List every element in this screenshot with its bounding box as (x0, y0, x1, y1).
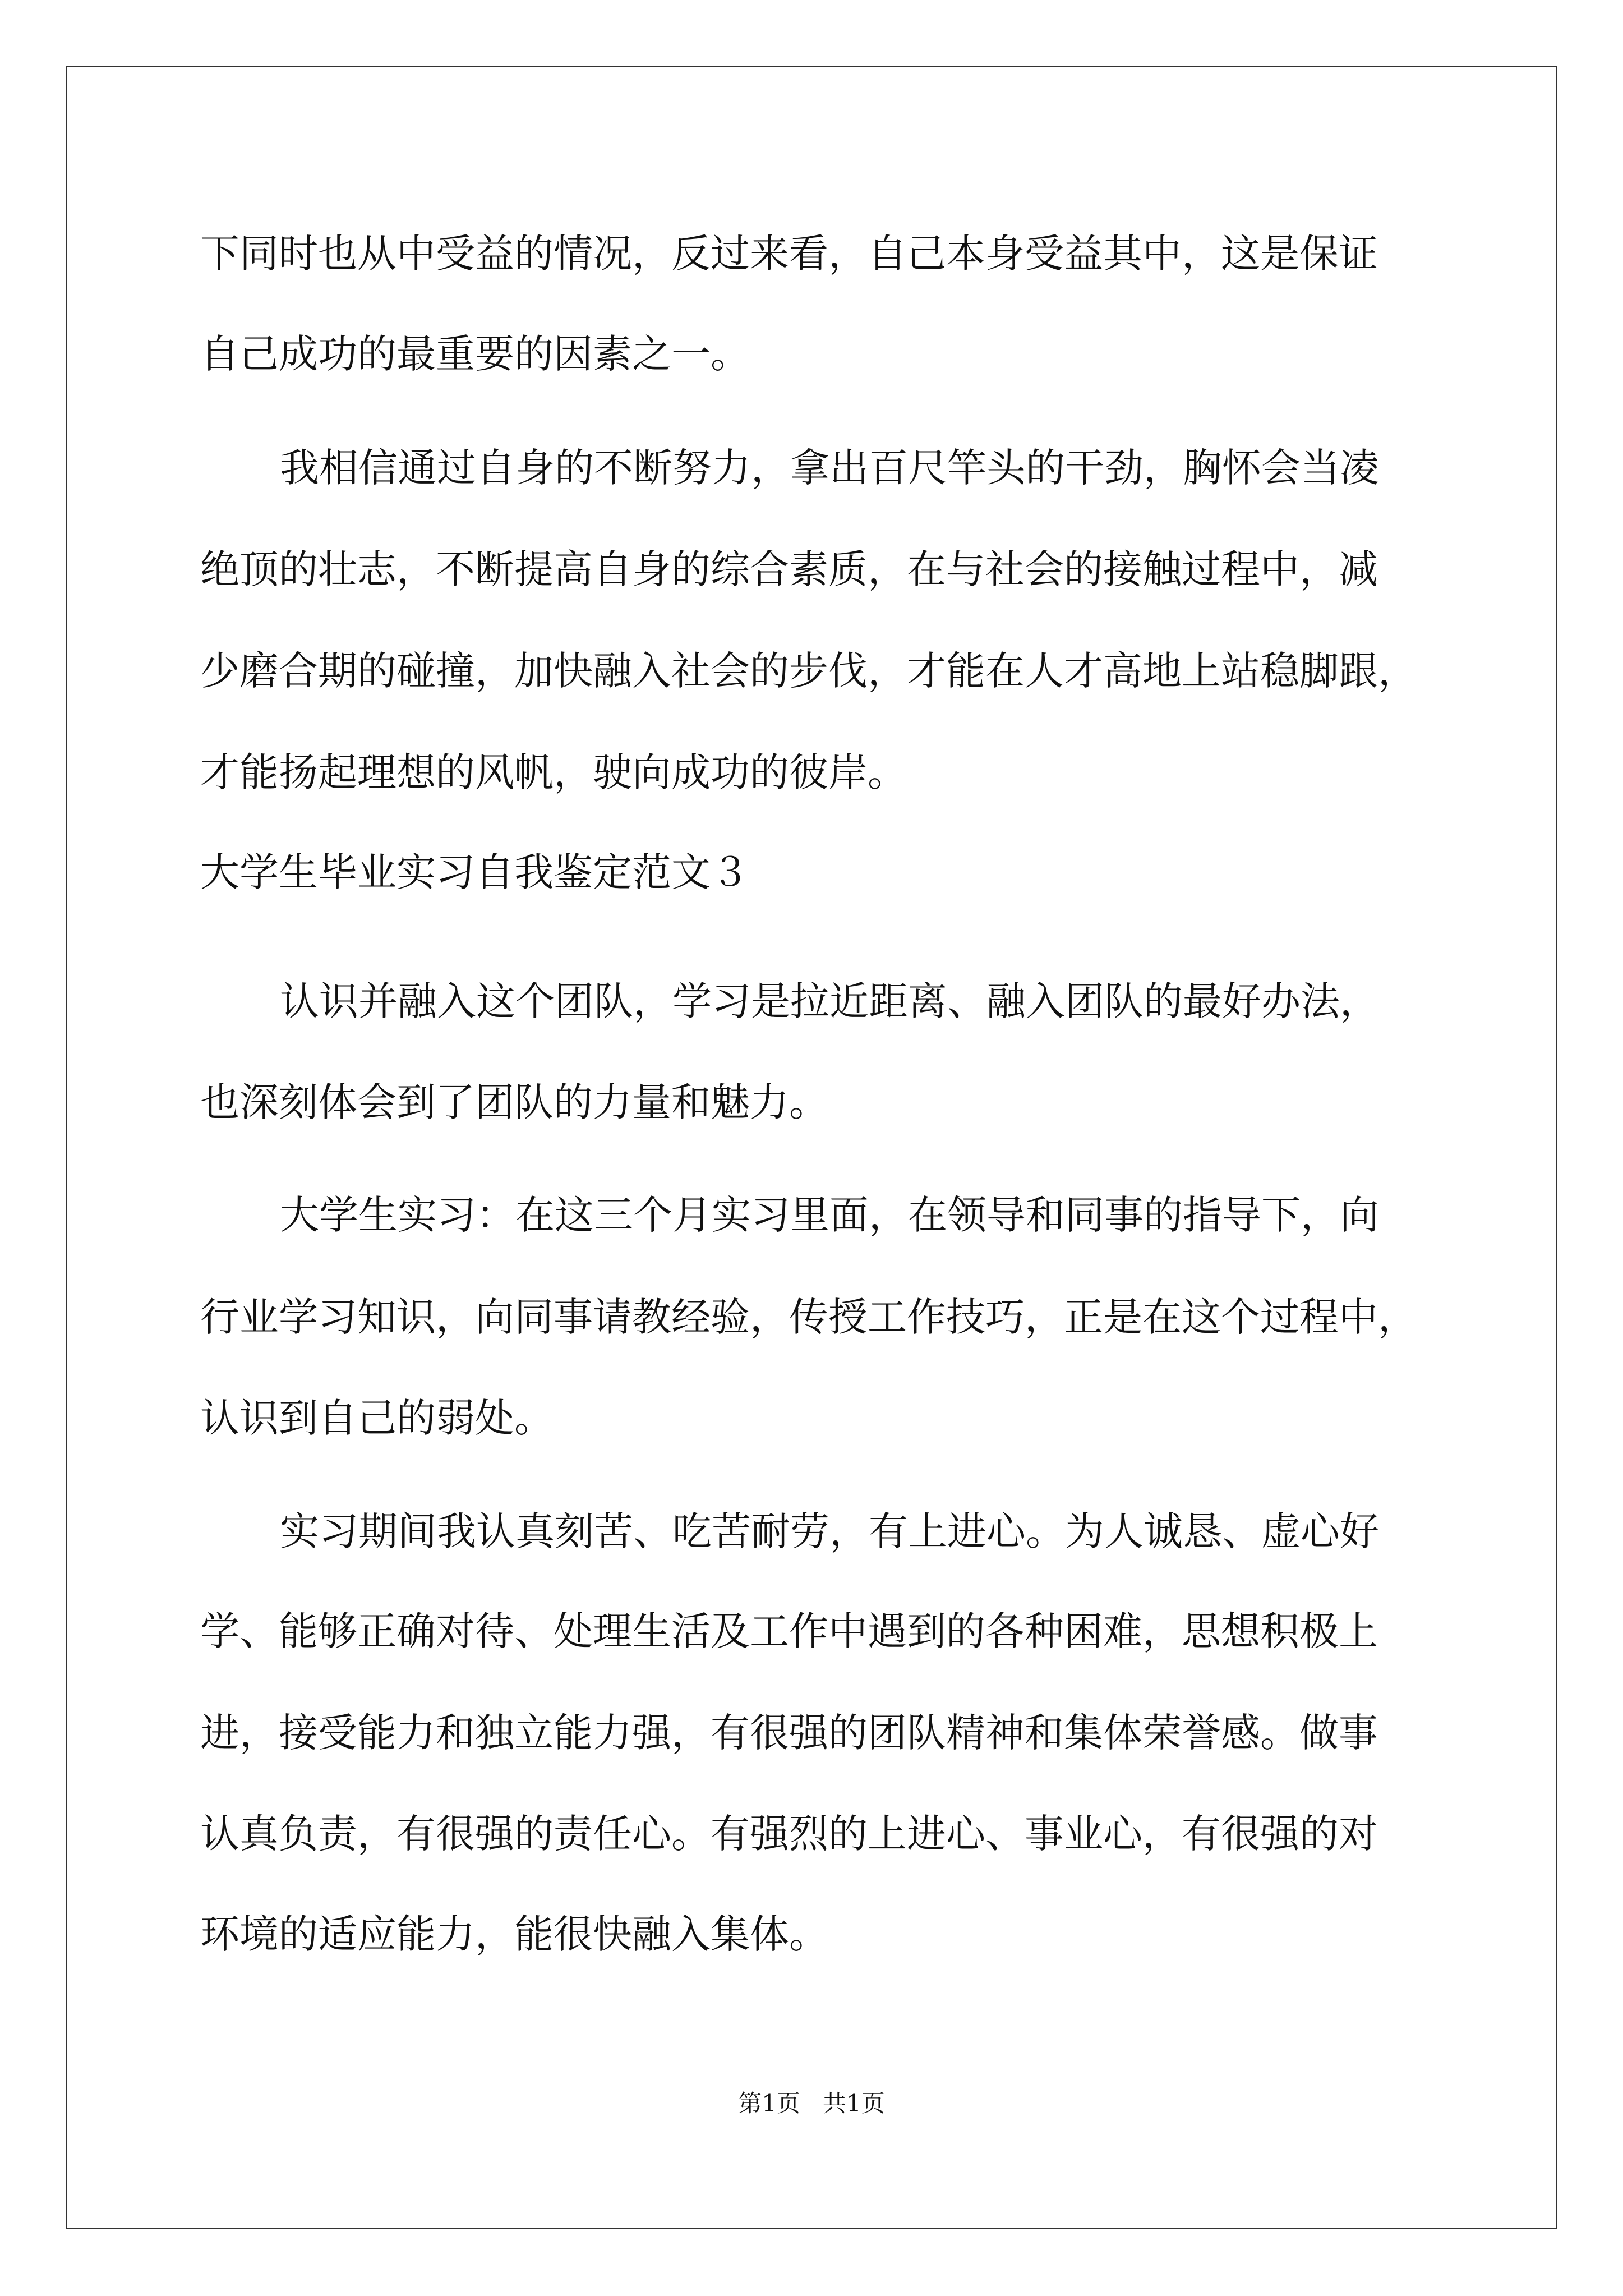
body-text-line: 实习期间我认真刻苦、吃苦耐劳，有上进心。为人诚恳、虚心好 (280, 1508, 1379, 1554)
body-text-line: 绝顶的壮志，不断提高自身的综合素质，在与社会的接触过程中，减 (200, 546, 1378, 592)
body-text-line: 认识并融入这个团队，学习是拉近距离、融入团队的最好办法， (280, 978, 1379, 1024)
section-heading: 大学生毕业实习自我鉴定范文３ (200, 849, 750, 895)
body-text-line: 也深刻体会到了团队的力量和魅力。 (200, 1079, 828, 1125)
body-text-line: 认识到自己的弱处。 (200, 1395, 554, 1441)
body-text-line: 行业学习知识，向同事请教经验，传授工作技巧，正是在这个过程中， (200, 1294, 1417, 1340)
body-text-line: 学、能够正确对待、处理生活及工作中遇到的各种困难，思想积极上 (200, 1608, 1378, 1654)
body-text-line: 自己成功的最重要的因素之一。 (200, 331, 750, 377)
body-text-line: 少磨合期的碰撞，加快融入社会的步伐，才能在人才高地上站稳脚跟， (200, 648, 1417, 694)
body-text-line: 环境的适应能力，能很快融入集体。 (200, 1911, 828, 1957)
body-text-line: 进，接受能力和独立能力强，有很强的团队精神和集体荣誉感。做事 (200, 1710, 1378, 1756)
body-text-line: 认真负责，有很强的责任心。有强烈的上进心、事业心，有很强的对 (200, 1811, 1378, 1857)
body-text-line: 下同时也从中受益的情况，反过来看，自己本身受益其中，这是保证 (200, 231, 1378, 277)
page-number-footer: 第1页 共1页 (738, 2090, 885, 2117)
body-text-line: 才能扬起理想的风帆，驶向成功的彼岸。 (200, 749, 907, 795)
page-border (66, 66, 1557, 2229)
body-text-line: 我相信通过自身的不断努力，拿出百尺竿头的干劲，胸怀会当凌 (280, 445, 1379, 491)
body-text-line: 大学生实习：在这三个月实习里面，在领导和同事的指导下，向 (280, 1192, 1379, 1238)
